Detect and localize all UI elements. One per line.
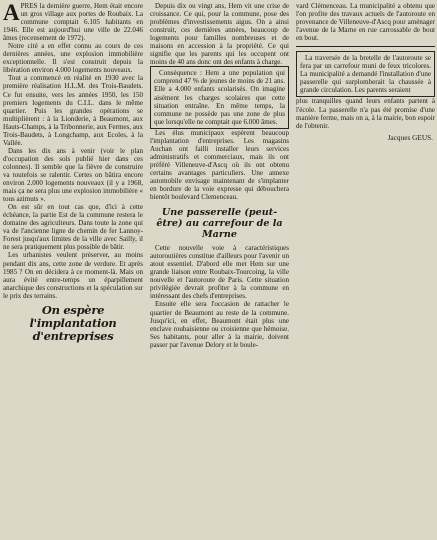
paragraph: Cette nouvelle voie à caractéristiques autoroutières constitue d'ailleurs pour l'avenir un atout essentiel. D'abord elle met Hem sur une grande liaison entre Roubaix-Tourcoing, la ville nouvelle et l'autoroute de Paris. Cette situation privilégiée devrait profiter à la commune en intéressant des chefs d'entreprises. [150, 244, 289, 301]
paragraph: vard Clémenceau. La municipalité a obtenu que l'on profite des travaux actuels de l'autoroute en provenance de Villeneuve-d'Ascq pour aménager l'avenue de la Marne en rue carrossable de bout en bout. [296, 2, 435, 43]
paragraph: On est sûr en tout cas que, d'ici à cette échéance, la partie Est de la commune restera le domaine des agriculteurs. Dans toute la zone qui va de l'ancienne ligne de chemin de fer Lannoy-Forest jusqu'aux limites de la ville avec Sailly, il ne sera pratiquement plus possible de bâtir. [3, 203, 143, 252]
boxed-paragraph-traversee: La traversée de la bretelle de l'autoroute se fera par un carrefour muni de feux tricolores. La municipalité a demandé l'installation d'une passerelle qui surplomberait la chaussée à grande circulation. Les parents seraient [296, 51, 435, 97]
author-signature: Jacques GEUS. [387, 132, 433, 142]
paragraph: Les urbanistes veulent préserver, au moins pendant dix ans, cette zone de verdure. Et après 1985 ? On en décidera à ce moment-là. Mais on aura évité entre-temps un éparpillement anarchique des constructions et la spéculation sur le prix des terrains. [3, 251, 143, 300]
paragraph: Dans les dix ans à venir (voir le plan d'occupation des sols publié hier dans ces colonnes). Il semble que la fièvre de construire va toutefois se ralentir. Certes on bâtira encore environ 2.000 logements nouveaux (il y a 1968, mais ça ne sera plus une explosion immobilière « tous azimuts ». [3, 146, 143, 204]
lead-paragraph-text: PRES la dernière guerre, Hem était encore un gros village aux portes de Roubaix. La commune comptait 6.105 habitants en 1946. Elle est aujourd'hui une ville de 22.046 âmes (recensement de 1972). [3, 2, 143, 43]
paragraph: Depuis dix ou vingt ans, Hem vit une crise de croissance. Ce qui, pour la commune, pose des problèmes d'investissements aigus. On a ainsi construit, ces dernières années, beaucoup de logements pour familles nombreuses et de maisons en accession à la propriété. Ce qui signifie que les parents qui les occupent ont moins de 40 ans donc ont des enfants à charge. [150, 2, 289, 67]
paragraph: Tout a commencé en réalité en 1930 avec la première réalisation H.L.M. des Trois-Baudets. Ce fut ensuite, vers les années 1950, les 150 premiers logements du C.I.L. dans le même quartier. Puis les grandes opérations se multiplièrent : à la Lionderie, à Beaumont, aux Hauts-Champs, à la Tribonnerie, aux Fermes, aux Trois-Baudets, à Longchamp, aux Ecoles, à la Vallée. [3, 74, 143, 147]
paragraph: Notre cité a en effet connu au cours de ces dernières années, une explosion immobilière exceptionnelle. Il s'est construit depuis la libération environ 4.000 logements nouveaux. [3, 42, 143, 75]
article-column-3 [296, 2, 435, 538]
section-headline-passerelle: Une passerelle (peut-être) au carrefour de la Marne [156, 207, 283, 241]
paragraph: Les élus municipaux espèrent beaucoup l'implantation d'entreprises. Les magasins Auchan ont failli installer leurs services administratifs et commerciaux, mais ils ont préféré Villeneuve-d'Ascq où ils ont obtenu certains avantages particuliers. Une annexe automobile envisage maintenant de s'implanter en bordure de la voie expresse qui débouchera bientôt boulevard Clemenceau. [150, 128, 289, 202]
paragraph: Ensuite elle sera l'occasion de rattacher le quartier de Beaumont au reste de la commune. Jusqu'ici, en effet, Beaumont était plus une enclave roubaisienne ou croisienne que hémoise. Ses habitants, pour aller à la mairie, doivent passer par l'avenue Delory et le boule- [150, 300, 289, 349]
paragraph: plus tranquilles quand leurs enfants partent à l'école. La passerelle n'a pas été promise d'une manière ferme, mais on a, à la mairie, bon espoir de l'obtenir. [296, 97, 435, 130]
divider-rule [296, 46, 435, 47]
drop-cap-letter: A [3, 2, 20, 25]
boxed-paragraph-consequence: Conséquence : Hem a une population qui comprend 47 % de jeunes de moins de 21 ans. Elle a 4.000 enfants scolarisés. On imagine aisément les charges scolaires que cette situation entraîne. En même temps, la commune ne possède pas une zone de plus que lorsqu'elle ne comptait que 6.000 âmes. [150, 66, 289, 128]
article-lead-paragraph [3, 2, 143, 42]
article-column-1 [3, 2, 143, 538]
article-column-2 [150, 2, 289, 538]
section-headline-enterprises: On espère l'implantation d'entreprises [29, 302, 117, 343]
